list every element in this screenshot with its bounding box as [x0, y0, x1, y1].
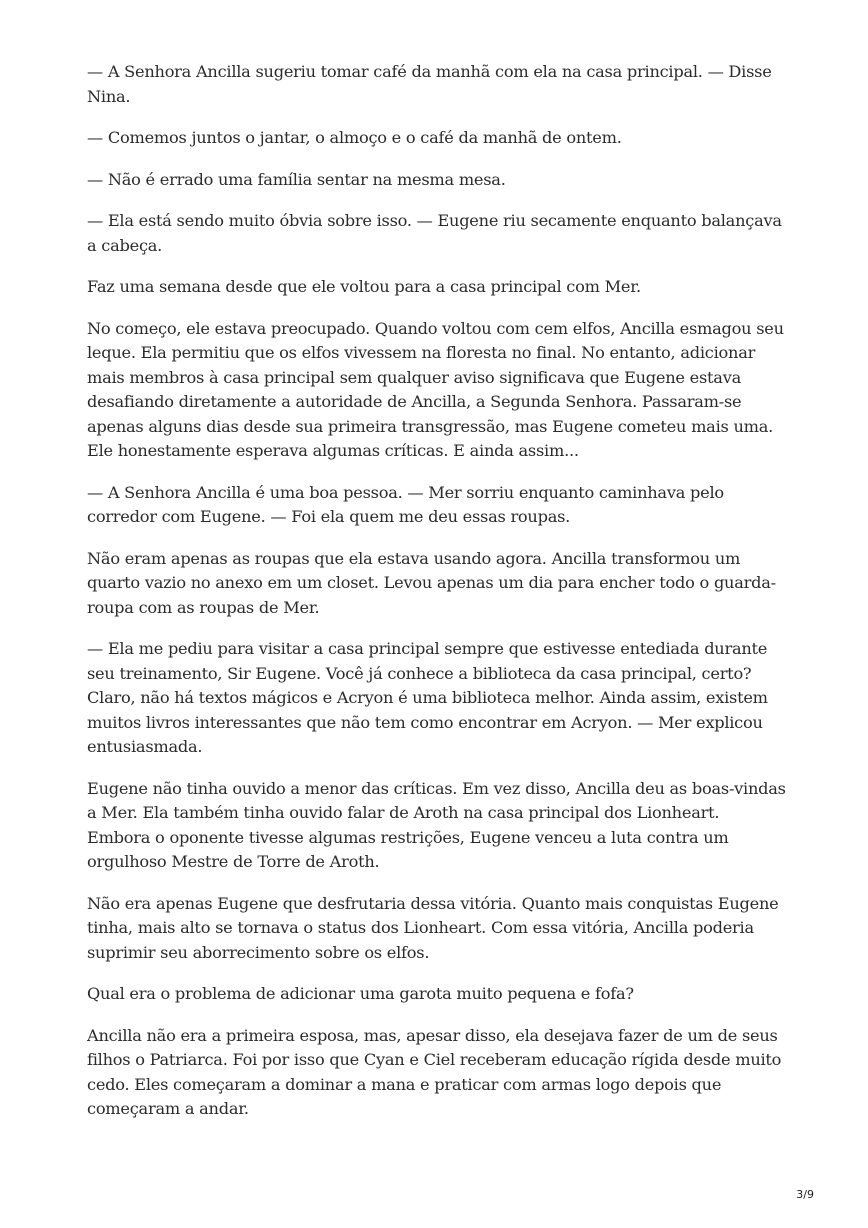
paragraph: — A Senhora Ancilla é uma boa pessoa. — Mer sorriu enquanto caminhava pelo corredor com Eugene. — Foi ela quem me deu essas roupas. — [87, 482, 724, 526]
paragraph: — A Senhora Ancilla sugeriu tomar café da manhã com ela na casa principal. — Disse Nina. — [87, 62, 772, 106]
paragraph: Ancilla não era a primeira esposa, mas, apesar disso, ela desejava fazer de um de seus filhos o Patriarca. Foi por isso que Cyan e Ciel receberam educação rígida desde muito cedo. Eles começaram a dominar a mana e praticar com armas logo depois que começaram a andar. — [87, 1025, 782, 1118]
paragraph: — Não é errado uma família sentar na mesma mesa. — [87, 169, 506, 189]
paragraph: Não era apenas Eugene que desfrutaria dessa vitória. Quanto mais conquistas Eugene tinha, mais alto se tornava o status dos Lionheart. Com essa vitória, Ancilla poderia suprimir seu aborrecimento sobre os elfos. — [87, 893, 779, 962]
page-number: 3/9 — [796, 1188, 814, 1201]
paragraph: — Ela me pediu para visitar a casa principal sempre que estivesse entediada durante seu treinamento, Sir Eugene. Você já conhece a biblioteca da casa principal, certo? Claro, não há textos mágicos e Acryon é uma biblioteca melhor. Ainda assim, existem muitos livros interessantes que não tem como encontrar em Acryon. — Mer explicou entusiasmada. — [87, 639, 768, 756]
document-body — [87, 60, 787, 1139]
paragraph: Eugene não tinha ouvido a menor das críticas. Em vez disso, Ancilla deu as boas-vindas a Mer. Ela também tinha ouvido falar de Aroth na casa principal dos Lionheart. Embora o oponente tivesse algumas restrições, Eugene venceu a luta contra um orgulhoso Mestre de Torre de Aroth. — [87, 778, 786, 871]
paragraph: Não eram apenas as roupas que ela estava usando agora. Ancilla transformou um quarto vazio no anexo em um closet. Levou apenas um dia para encher todo o guarda-roupa com as roupas de Mer. — [87, 548, 776, 617]
paragraph: — Ela está sendo muito óbvia sobre isso. — Eugene riu secamente enquanto balançava a cabeça. — [87, 211, 782, 255]
paragraph: Qual era o problema de adicionar uma garota muito pequena e fofa? — [87, 984, 634, 1003]
paragraph: — Comemos juntos o jantar, o almoço e o café da manhã de ontem. — [87, 128, 622, 147]
paragraph: Faz uma semana desde que ele voltou para a casa principal com Mer. — [87, 277, 641, 296]
paragraph: No começo, ele estava preocupado. Quando voltou com cem elfos, Ancilla esmagou seu leque. Ela permitiu que os elfos vivessem na floresta no final. No entanto, adicionar mais membros à casa principal sem qualquer aviso significava que Eugene estava desafiando diretamente a autoridade de Ancilla, a Segunda Senhora. Passaram-se apenas alguns dias desde sua primeira transgressão, mas Eugene cometeu mais uma. Ele honestamente esperava algumas críticas. E ainda assim... — [87, 318, 784, 460]
